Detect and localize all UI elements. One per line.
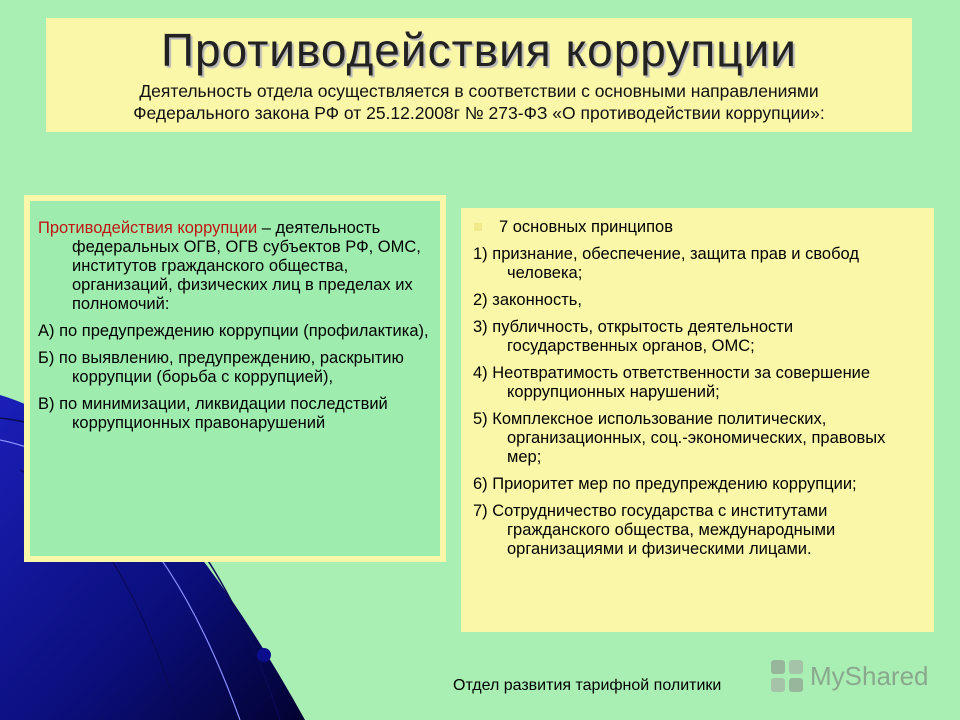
subtitle-line-2: Федерального закона РФ от 25.12.2008г № 273-ФЗ «О противодействии коррупции»: (133, 103, 825, 123)
principles-panel (461, 208, 934, 632)
principle-item-1: 1) признание, обеспечение, защита прав и свобод человека; (473, 245, 859, 282)
slide-title: Противодействия коррупции (160, 24, 797, 76)
watermark-brand: MyShared (810, 660, 929, 691)
principles-heading: ■ 7 основных принципов (473, 218, 674, 236)
definition-item-a: А) по предупреждению коррупции (профилактика), (38, 322, 429, 340)
definition-item-c: В) по минимизации, ликвидации последствий коррупционных правонарушений (38, 395, 388, 432)
principle-item-2: 2) законность, (473, 291, 582, 309)
slide-subtitle (46, 80, 912, 124)
definition-term: Противодействия коррупции (38, 219, 258, 237)
definition-text: – деятельность федеральных ОГВ, ОГВ субъектов РФ, ОМС, институтов гражданского общества, организаций, физических лиц в пределах их полномочий: (72, 219, 421, 313)
decor-dot-2 (257, 648, 271, 662)
myshared-logo-icon (770, 659, 804, 693)
principle-item-3: 3) публичность, открытость деятельности государственных органов, ОМС; (473, 318, 794, 355)
principle-item-7: 7) Сотрудничество государства с институтами гражданского общества, международными организациями и физическими лицами. (473, 502, 836, 558)
watermark (770, 656, 929, 696)
definition-panel (24, 195, 446, 562)
bullet-icon: ■ (473, 218, 483, 236)
definition-item-b: Б) по выявлению, предупреждению, раскрытию коррупции (борьба с коррупцией), (38, 349, 404, 386)
principle-item-4: 4) Неотвратимость ответственности за совершение коррупционных нарушений; (473, 364, 871, 401)
title-panel (46, 18, 912, 132)
principle-item-5: 5) Комплексное использование политических, организационных, соц.-экономических, правовых мер; (473, 410, 886, 466)
subtitle-line-1: Деятельность отдела осуществляется в соответствии с основными направлениями (139, 81, 819, 101)
principle-item-6: 6) Приоритет мер по предупреждению коррупции; (473, 475, 857, 493)
department-footer: Отдел развития тарифной политики (453, 677, 722, 694)
definition-paragraph (38, 219, 430, 314)
